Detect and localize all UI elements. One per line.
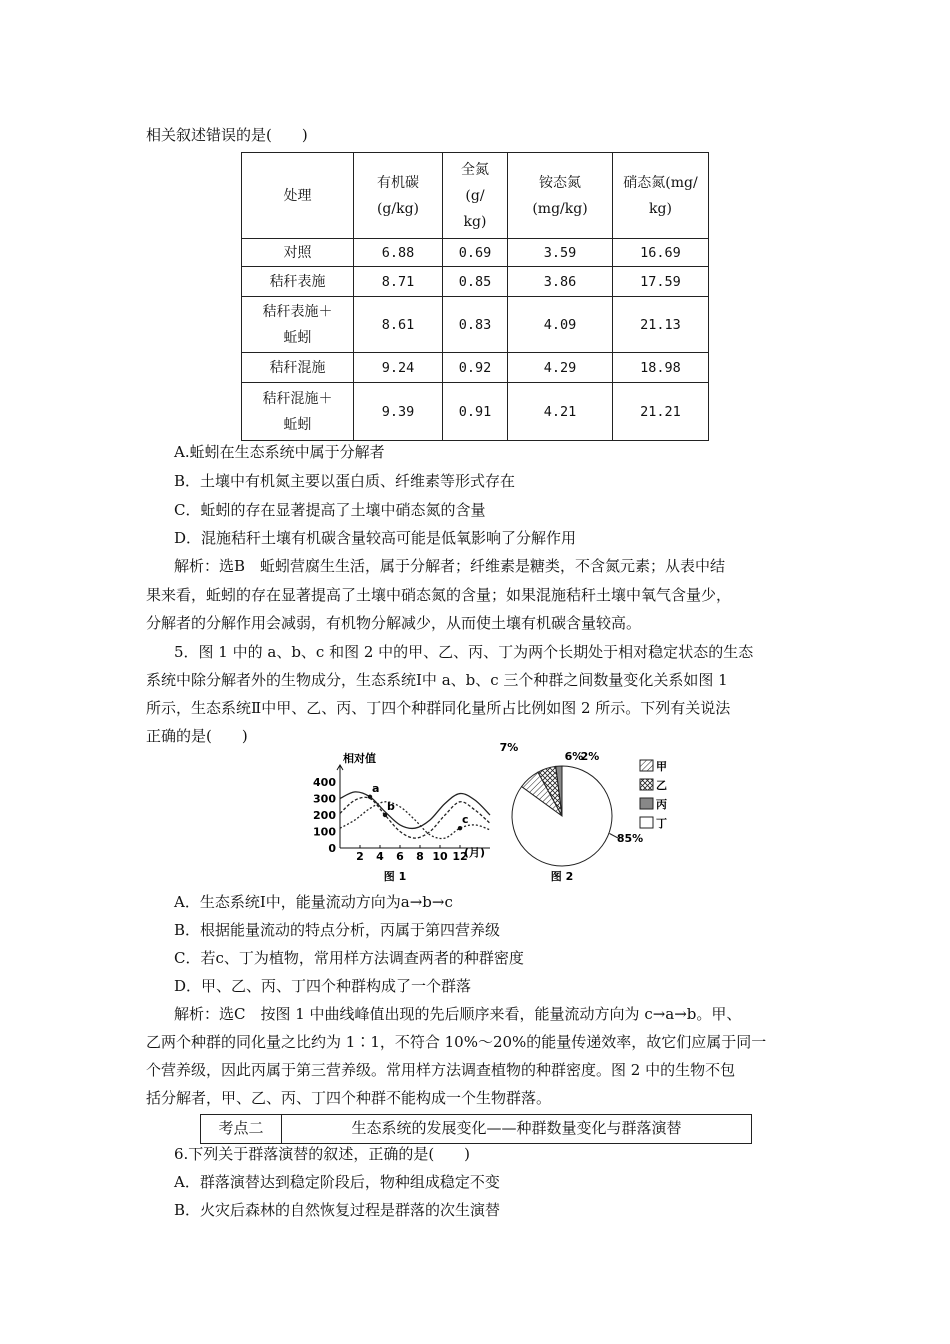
fig2-legend-swatch-甲 [640,760,653,771]
fig1-y-tick: 100 [313,825,336,839]
cell-organic-carbon: 9.24 [354,353,443,383]
figure-1-line-chart [310,752,500,884]
fig1-x-tick: 4 [376,850,384,863]
q4-analysis-line: 解析：选B 蚯蚓营腐生生活，属于分解者；纤维素是糖类，不含氮元素；从表中结 [174,557,726,575]
table-row [242,353,709,383]
row-label: 秸秆表施＋ 蚯蚓 [242,297,354,353]
section-title: 生态系统的发展变化——种群数量变化与群落演替 [351,1119,682,1137]
row-label: 对照 [242,239,354,267]
fig1-title: 图 1 [383,870,407,883]
q4-analysis-line: 分解者的分解作用会减弱，有机物分解减少，从而使土壤有机碳含量较高。 [146,614,642,632]
q6-option-a: A．群落演替达到稳定阶段后，物种组成稳定不变 [174,1173,500,1191]
q5-analysis-line: 乙两个种群的同化量之比约为 1∶1，不符合 10%～20%的能量传递效率，故它们应属于同一 [146,1033,767,1051]
data-table [241,152,709,441]
q4-option-c: C．蚯蚓的存在显著提高了土壤中硝态氮的含量 [174,501,486,519]
fig2-label-丁: 85% [616,832,644,845]
fig2-legend-label-丙: 丙 [656,798,667,811]
cell-ammonium: 4.21 [508,383,613,441]
fig1-x-tick: 8 [416,850,424,863]
table-header-row [242,153,709,239]
fig2-legend-swatch-丙 [640,798,653,809]
fig1-point-b [383,813,387,817]
row-label: 秸秆混施＋ 蚯蚓 [242,383,354,441]
cell-nitrate: 21.21 [613,383,709,441]
cell-ammonium: 3.59 [508,239,613,267]
cell-total-nitrogen: 0.91 [443,383,508,441]
q5-analysis-line: 解析：选C 按图 1 中曲线峰值出现的先后顺序来看，能量流动方向为 c→a→b。甲、 [174,1005,742,1023]
q5-analysis-line: 括分解者，甲、乙、丙、丁四个种群不能构成一个生物群落。 [146,1089,552,1107]
cell-ammonium: 3.86 [508,267,613,297]
header-treatment: 处理 [242,153,354,239]
fig2-legend-label-甲: 甲 [656,760,667,773]
fig2-legend-label-丁: 丁 [656,817,667,830]
fig1-y-tick: 400 [313,776,336,789]
fig1-y-tick: 200 [313,809,336,822]
table-row [242,383,709,441]
fig1-ylabel: 相对值 [343,752,376,765]
q4-option-b: B．土壤中有机氮主要以蛋白质、纤维素等形式存在 [174,472,516,490]
q5-option-d: D．甲、乙、丙、丁四个种群构成了一个群落 [174,977,472,995]
cell-organic-carbon: 6.88 [354,239,443,267]
cell-ammonium: 4.09 [508,297,613,353]
q6-stem: 6.下列关于群落演替的叙述，正确的是( ) [174,1145,471,1163]
table-row [242,267,709,297]
fig1-series-label-a: a [372,781,380,795]
row-label: 秸秆表施 [242,267,354,297]
section-label: 考点二 [201,1115,282,1143]
q5-analysis-line: 个营养级，因此丙属于第三营养级。常用样方法调查植物的种群密度。图 2 中的生物不包 [146,1061,736,1079]
q5-option-b: B．根据能量流动的特点分析，丙属于第四营养级 [174,921,501,939]
fig2-label-丙: 2% [580,750,600,763]
header-total-nitrogen: 全氮 (g/ kg) [443,153,508,239]
cell-total-nitrogen: 0.83 [443,297,508,353]
cell-organic-carbon: 8.61 [354,297,443,353]
q5-option-a: A．生态系统Ⅰ中，能量流动方向为a→b→c [174,893,453,911]
q4-analysis-line: 果来看，蚯蚓的存在显著提高了土壤中硝态氮的含量；如果混施秸秆土壤中氧气含量少， [146,586,732,604]
q4-option-a: A.蚯蚓在生态系统中属于分解者 [174,443,385,461]
cell-nitrate: 18.98 [613,353,709,383]
table-row [242,297,709,353]
cell-total-nitrogen: 0.92 [443,353,508,383]
fig1-x-tick: 6 [396,850,404,863]
fig1-xlabel: (月) [464,846,486,859]
q4-option-d: D．混施秸秆土壤有机碳含量较高可能是低氧影响了分解作用 [174,529,577,547]
fig1-x-tick: 12 [452,850,468,863]
figure-2-pie-chart [499,740,680,884]
header-nitrate-nitrogen: 硝态氮(mg/ kg) [613,153,709,239]
cell-organic-carbon: 8.71 [354,267,443,297]
fig1-y-tick: 0 [328,842,336,855]
fig2-label-乙: 6% [564,750,584,763]
fig1-series-label-c: c [462,813,469,827]
row-label: 秸秆混施 [242,353,354,383]
header-organic-carbon: 有机碳 (g/kg) [354,153,443,239]
cell-ammonium: 4.29 [508,353,613,383]
q5-option-c: C．若c、丁为植物，常用样方法调查两者的种群密度 [174,949,524,967]
fig2-label-甲: 7% [499,740,519,754]
fig1-y-tick: 300 [313,792,336,806]
fig2-legend-label-乙: 乙 [656,779,667,792]
fig2-legend-swatch-丁 [640,817,653,828]
q5-stem-line: 所示，生态系统Ⅱ中甲、乙、丙、丁四个种群同化量所占比例如图 2 所示。下列有关说法 [146,699,731,717]
cell-total-nitrogen: 0.85 [443,267,508,297]
header-ammonium-nitrogen: 铵态氮 (mg/kg) [508,153,613,239]
fig2-title: 图 2 [550,870,574,883]
q5-stem-line: 正确的是( ) [146,727,248,745]
fig1-series-label-b: b [387,800,395,813]
cell-nitrate: 21.13 [613,297,709,353]
q5-stem-line: 系统中除分解者外的生物成分，生态系统Ⅰ中 a、b、c 三个种群之间数量变化关系如图 1 [146,671,728,689]
cell-nitrate: 17.59 [613,267,709,297]
q5-stem-line: 5．图 1 中的 a、b、c 和图 2 中的甲、乙、丙、丁为两个长期处于相对稳定状态的生态 [174,643,754,661]
intro-text: 相关叙述错误的是( ) [146,126,308,144]
table-row [242,239,709,267]
cell-total-nitrogen: 0.69 [443,239,508,267]
cell-nitrate: 16.69 [613,239,709,267]
fig1-x-tick: 2 [356,850,364,863]
fig2-legend-swatch-乙 [640,779,653,790]
q6-option-b: B．火灾后森林的自然恢复过程是群落的次生演替 [174,1201,501,1219]
fig1-point-c [458,826,462,830]
cell-organic-carbon: 9.39 [354,383,443,441]
section-header [200,1114,752,1144]
fig1-x-tick: 10 [432,850,448,863]
